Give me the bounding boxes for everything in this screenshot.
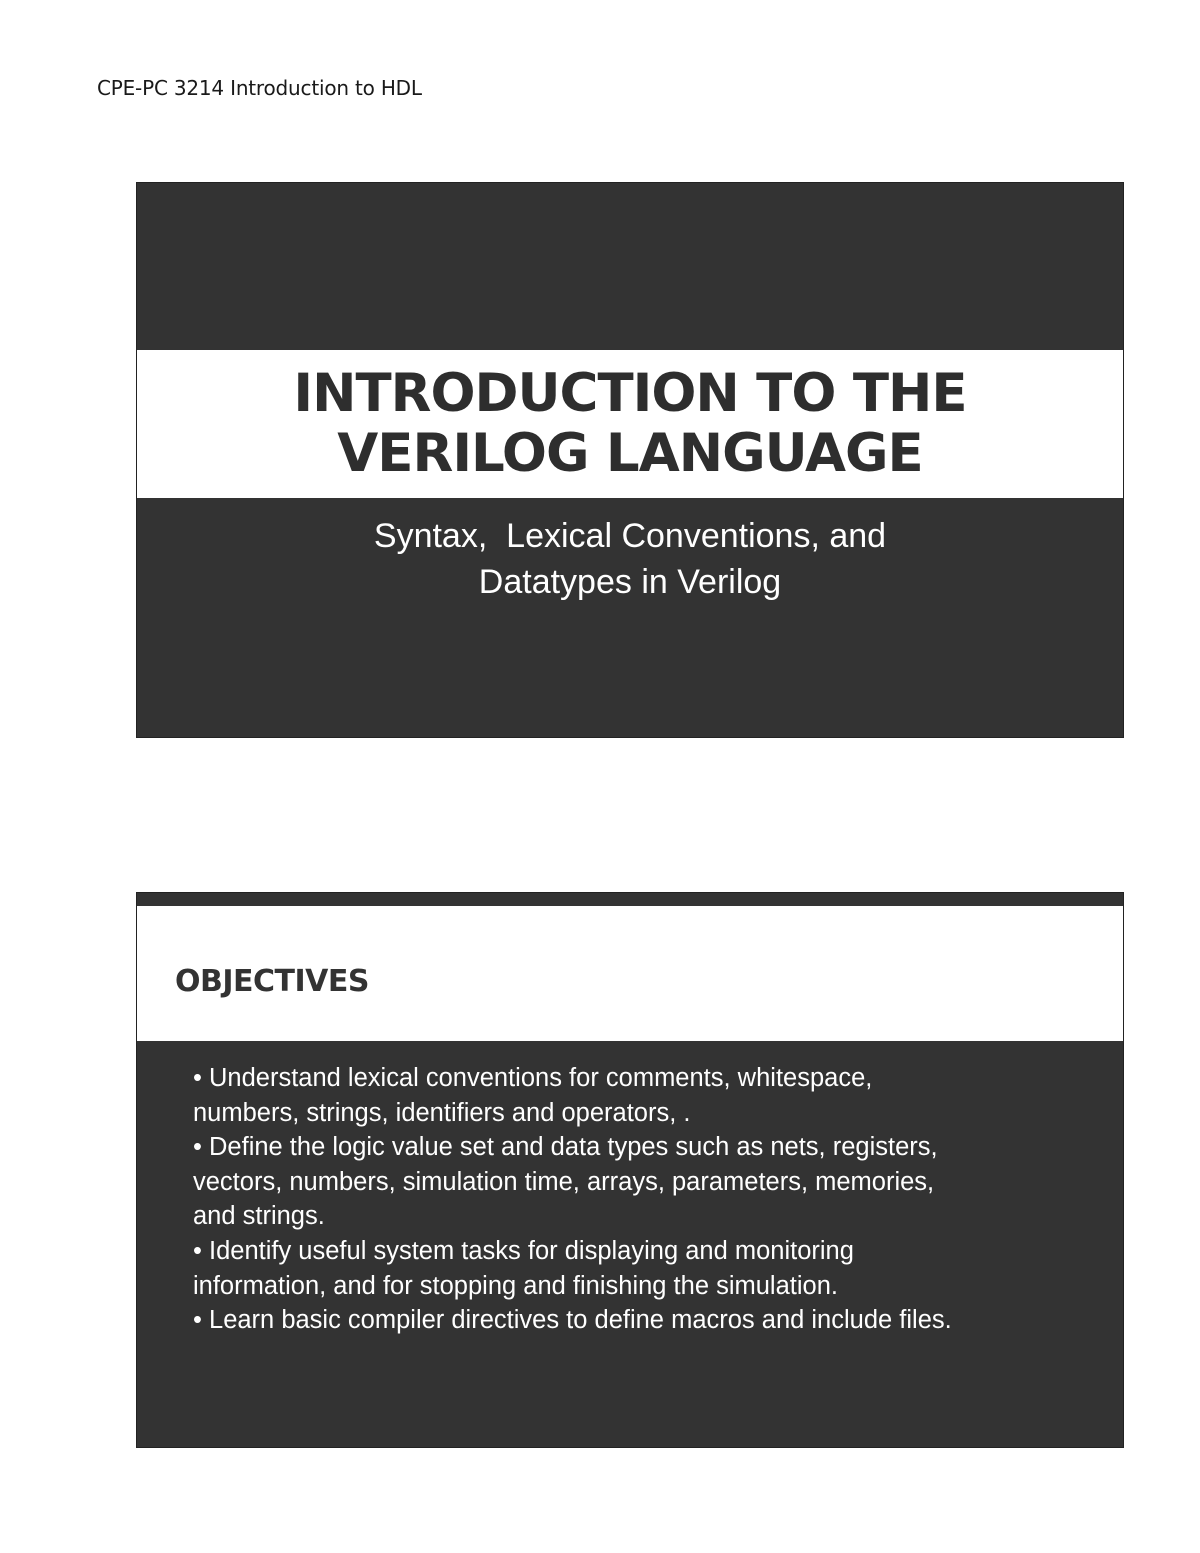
objective-line-1: • Understand lexical conventions for comments, whitespace, [193,1064,873,1092]
title-slide [136,182,1124,738]
objectives-slide [136,892,1124,1448]
objectives-heading: OBJECTIVES [175,964,369,999]
objective-line-2: numbers, strings, identifiers and operators, . [193,1098,691,1127]
objective-line-8: • Learn basic compiler directives to define macros and include files. [193,1306,952,1335]
objective-line-6: • Identify useful system tasks for displaying and monitoring [193,1236,854,1265]
slide-title-line-2: VERILOG LANGUAGE [337,423,923,484]
subtitle-line-2: Datatypes in Verilog [478,563,782,601]
page-header: CPE-PC 3214 Introduction to HDL [97,76,422,100]
title-band [137,350,1123,498]
slide-subtitle [137,513,1123,605]
slide-title-line-1: INTRODUCTION TO THE [293,363,967,424]
objectives-heading-band [137,906,1123,1041]
subtitle-line-1: Syntax, Lexical Conventions, and [373,517,887,555]
objective-line-7: information, and for stopping and finishing the simulation. [193,1271,838,1300]
objectives-list [193,1061,1093,1338]
objective-line-5: and strings. [193,1202,325,1231]
objective-line-3: • Define the logic value set and data types such as nets, registers, [193,1133,938,1162]
objective-line-4: vectors, numbers, simulation time, arrays, parameters, memories, [193,1167,935,1196]
